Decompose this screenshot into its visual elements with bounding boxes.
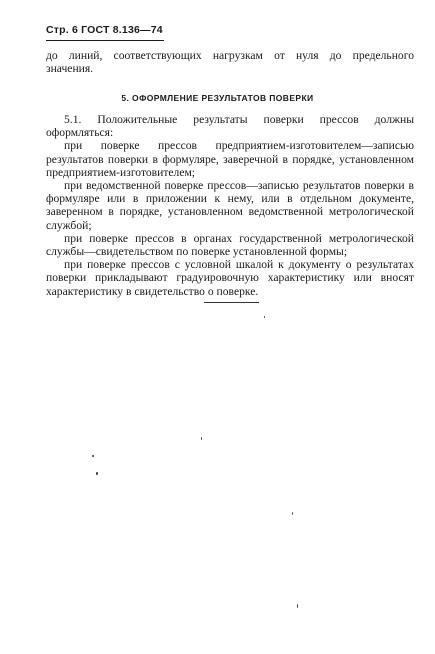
- continuation-text: [46, 49, 414, 75]
- scan-speck: [297, 604, 298, 608]
- paragraph-5-1: 5.1. Положительные результаты поверки прессов должны оформляться:: [46, 113, 414, 140]
- section-body: [46, 113, 414, 298]
- paragraph-conditional-scale: при поверке прессов с условной шкалой к документу о результатах поверки прикладывают градуировочную характеристику или вносят характеристику в свидетельство о поверке.: [46, 258, 414, 298]
- section-title: 5. ОФОРМЛЕНИЕ РЕЗУЛЬТАТОВ ПОВЕРКИ: [121, 93, 314, 103]
- scan-speck: [264, 316, 265, 318]
- scan-speck: [201, 437, 202, 440]
- page-header: Стр. 6 ГОСТ 8.136—74: [46, 24, 163, 36]
- scan-speck: [292, 512, 293, 515]
- end-rule: [204, 302, 259, 303]
- paragraph-departmental: при ведомственной поверке прессов—записью результатов поверки в формуляре или в приложении к нему, или в отдельном документе, заверенном в порядке, установленном ведомственной метрологической службой;: [46, 179, 414, 232]
- paragraph-manufacturer: при поверке прессов предприятием-изготовителем—записью результатов поверки в формуляре, заверечной в порядке, установленном предприятием-изготовителем;: [46, 139, 414, 179]
- continuation-line-2: значения.: [46, 62, 94, 76]
- scan-speck: [92, 455, 94, 457]
- paragraph-state-service: при поверке прессов в органах государственной метрологической службы—свидетельством по поверке установленной формы;: [46, 231, 414, 259]
- header-rule: [46, 40, 164, 41]
- scan-speck: [96, 472, 98, 475]
- continuation-line-1: до линий, соответствующих нагрузкам от нуля до предельного: [46, 49, 414, 62]
